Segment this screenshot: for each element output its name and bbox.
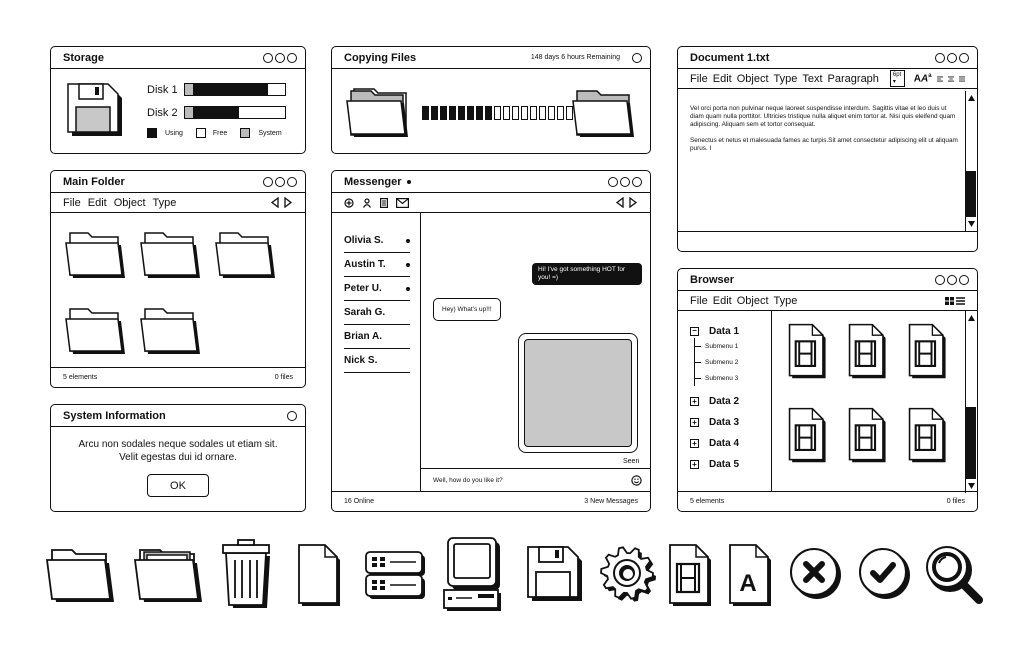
close-icon[interactable] [788,546,846,604]
video-file-icon[interactable] [906,406,950,464]
seen-indicator: Seen [623,458,640,465]
expand-icon[interactable]: + [690,418,699,427]
server-icon[interactable] [364,550,428,602]
menu-edit[interactable]: Edit [712,294,732,307]
legend-system-swatch [240,128,250,138]
file-count: 0 files [946,498,965,505]
user-icon[interactable] [362,198,372,208]
storage-window [50,46,306,154]
message-input-row [420,468,650,491]
progress-block-empty [503,106,510,120]
video-file-icon[interactable] [906,322,950,380]
document-window [677,46,978,252]
tree-item[interactable] [690,391,770,412]
tree-sublabel: Submenu 2 [705,358,739,366]
folder-files-icon[interactable] [132,544,204,604]
contact-item[interactable] [344,349,410,373]
emoji-icon[interactable] [631,475,642,486]
close-button[interactable] [287,53,297,63]
copy-progress [422,106,573,120]
disk1-used-segment [193,84,268,95]
collapse-icon[interactable]: − [690,327,699,336]
tree-item[interactable] [690,433,770,454]
close-button[interactable] [287,411,297,421]
menu-object[interactable]: Object [736,72,769,85]
expand-icon[interactable]: + [690,460,699,469]
disk1-label: Disk 1 [147,84,178,96]
notes-icon[interactable] [380,198,388,208]
tree-sublabel: Submenu 1 [705,342,739,350]
chat-bubble-outgoing: Hi! I've got something HOT for you! =) [532,263,642,285]
minimize-button[interactable] [935,53,945,63]
browser-scrollbar[interactable] [965,311,976,493]
nav-arrows [270,197,293,208]
time-remaining: 148 days 6 hours Remaining [530,54,620,61]
maximize-button[interactable] [275,53,285,63]
tree-item[interactable] [690,324,770,338]
legend-system-label: System [258,129,282,137]
contact-name: Brian A. [344,331,382,342]
new-messages-count: 3 New Messages [584,498,638,505]
document-paragraph: Senectus et netus et malesuada fames ac turpis.Sit amet consectetur adipiscing elit ut aliquam purus. I [690,137,958,152]
legend-free-label: Free [212,129,228,137]
font-size-select[interactable]: 6pt ▾ [890,70,905,87]
main-folder-statusbar [51,367,305,387]
disk2-used-segment [193,107,239,118]
scrollbar-thumb[interactable] [966,171,976,217]
minimize-button[interactable] [263,177,273,187]
window-title: Document 1.txt [690,51,770,64]
system-info-titlebar [51,405,305,427]
progress-block-filled [422,106,429,120]
progress-block-filled [458,106,465,120]
menu-file[interactable]: File [690,294,708,307]
menu-type[interactable]: Type [773,72,798,85]
legend-using-swatch [147,128,157,138]
font-style-icon[interactable]: $AA^a$ [913,72,932,85]
contact-item[interactable] [344,253,410,277]
online-dot [407,180,411,184]
system-information-dialog [50,404,306,512]
file-grid [786,322,958,482]
contact-item[interactable] [344,277,410,301]
contact-name: Peter U. [344,283,382,294]
dialog-message-line: Arcu non sodales neque sodales ut etiam sit. [78,439,278,450]
align-left-icon[interactable] [937,75,943,83]
progress-block-filled [485,106,492,120]
check-icon[interactable] [857,546,915,604]
progress-block-empty [548,106,555,120]
disk2-usage-bar [184,106,286,119]
progress-block-filled [431,106,438,120]
maximize-button[interactable] [947,53,957,63]
messenger-titlebar [332,171,650,193]
tree-item[interactable] [690,454,770,475]
icon-row [0,530,1024,640]
back-arrow-icon[interactable] [270,197,280,208]
document-titlebar [678,47,977,69]
chat-divider [420,213,421,491]
main-folder-menubar [51,193,305,213]
disk1-usage-bar [184,83,286,96]
close-button[interactable] [959,275,969,285]
progress-block-empty [521,106,528,120]
image-preview [524,339,632,447]
message-input[interactable]: Well, how do you like it? [433,476,503,484]
menu-paragraph[interactable]: Paragraph [827,72,879,85]
tree-label: Data 3 [709,417,740,428]
element-count: 5 elements [63,374,98,381]
progress-block-filled [467,106,474,120]
document-menubar [678,69,977,89]
storage-titlebar [51,47,305,69]
contact-list [344,229,410,373]
video-file-icon[interactable] [846,322,890,380]
messenger-toolbar [332,193,650,213]
menu-file[interactable]: File [690,72,708,85]
disk2-label: Disk 2 [147,107,178,119]
online-dot [406,263,410,267]
menu-text[interactable]: Text [802,72,823,85]
tree-subitem[interactable] [695,354,770,370]
expand-icon[interactable]: + [690,397,699,406]
video-file-icon[interactable] [667,542,715,608]
progress-block-filled [449,106,456,120]
maximize-button[interactable] [620,177,630,187]
menu-object[interactable]: Object [736,294,769,307]
tree-label: Data 2 [709,396,740,407]
ok-button[interactable]: OK [147,474,209,497]
window-title: Copying Files [344,51,417,64]
contact-item[interactable] [344,301,410,325]
tree-label: Data 1 [709,325,740,337]
menu-file[interactable]: File [63,196,81,209]
tree-item[interactable] [690,412,770,433]
scroll-down-icon[interactable] [967,219,976,229]
gear-icon[interactable] [598,544,658,604]
window-title: Messenger [344,175,402,188]
progress-block-empty [512,106,519,120]
scroll-down-icon[interactable] [967,481,976,491]
add-contact-icon[interactable] [344,198,354,208]
video-file-icon[interactable] [786,406,830,464]
folder-icon[interactable] [213,227,279,279]
messenger-statusbar [332,491,650,511]
menu-edit[interactable]: Edit [712,72,732,85]
online-count: 16 Online [344,498,374,505]
document-text-area[interactable] [690,105,958,153]
destination-folder-icon [570,81,640,139]
contact-item[interactable] [344,229,410,253]
close-button[interactable] [632,177,642,187]
document-bottom-bar [678,231,977,232]
folder-icon[interactable] [63,227,129,279]
progress-block-empty [539,106,546,120]
progress-block-empty [494,106,501,120]
online-dot [406,239,410,243]
copying-files-window [331,46,651,154]
folder-icon[interactable] [44,544,116,604]
progress-block-empty [530,106,537,120]
legend-using-label: Using [165,129,183,137]
tree-label: Data 5 [709,459,740,470]
window-title: System Information [63,409,166,422]
dialog-message-line: Velit egestas dui id ornare. [119,452,237,463]
scroll-up-icon[interactable] [967,313,976,323]
copying-titlebar [332,47,650,69]
tree-sublabel: Submenu 3 [705,374,739,382]
online-dot [406,287,410,291]
tree-label: Data 4 [709,438,740,449]
minimize-button[interactable] [263,53,273,63]
contact-name: Olivia S. [344,235,384,246]
svg-text:A: A [739,570,757,597]
contact-name: Sarah G. [344,307,386,318]
forward-arrow-icon[interactable] [283,197,293,208]
folder-icon[interactable] [138,303,204,355]
text-file-icon[interactable] [727,542,775,608]
trash-icon[interactable] [220,538,276,610]
file-count: 0 files [274,374,293,381]
tree-children [694,338,770,386]
messenger-window [331,170,651,512]
progress-block-empty [557,106,564,120]
shared-image-attachment[interactable] [518,333,638,453]
menu-type[interactable]: Type [773,294,798,307]
grid-view-icon[interactable] [945,297,954,305]
close-button[interactable] [959,53,969,63]
close-button[interactable] [632,53,642,63]
forward-arrow-icon[interactable] [628,197,638,208]
list-view-icon[interactable] [956,297,965,305]
window-title: Main Folder [63,175,125,188]
menu-type[interactable]: Type [152,196,177,209]
browser-titlebar [678,269,977,291]
align-center-icon[interactable] [948,75,954,83]
dialog-message [51,438,305,464]
align-justify-icon[interactable] [959,75,965,83]
expand-icon[interactable]: + [690,439,699,448]
tree-subitem[interactable] [695,338,770,354]
main-folder-window [50,170,306,388]
window-title: Storage [63,51,104,64]
element-count: 5 elements [690,498,725,505]
progress-block-filled [476,106,483,120]
document-icon[interactable] [296,542,344,608]
browser-menubar [678,291,977,311]
document-paragraph: Vel orci porta non pulvinar neque laoreet suspendisse interdum. Sagittis vitae et leo duis ut diam quam nulla porttitor. Ultricies tristique nulla aliquet enim tortor at. Nisi quis eleifend quam adipiscing. Aliquam sem et tortor consequat. [690,105,956,128]
contact-name: Nick S. [344,355,378,366]
back-arrow-icon[interactable] [615,197,625,208]
folder-icon[interactable] [63,303,129,355]
document-scrollbar[interactable] [965,91,976,231]
maximize-button[interactable] [275,177,285,187]
tree-subitem[interactable] [695,370,770,386]
folder-icon[interactable] [138,227,204,279]
menu-edit[interactable]: Edit [87,196,107,209]
video-file-icon[interactable] [786,322,830,380]
floppy-disk-icon[interactable] [525,544,585,604]
tree-view [690,324,770,475]
browser-statusbar [678,491,977,511]
browser-window [677,268,978,512]
legend-free-swatch [196,128,206,138]
source-folder-icon [344,81,414,139]
mail-icon[interactable] [396,198,409,208]
window-title: Browser [690,273,735,286]
menu-object[interactable]: Object [113,196,146,209]
progress-block-filled [440,106,447,120]
search-icon[interactable] [924,544,984,606]
video-file-icon[interactable] [846,406,890,464]
chat-bubble-incoming: Hey) What's up!!! [433,298,501,321]
storage-legend [147,128,282,138]
nav-arrows [615,197,638,208]
scrollbar-thumb[interactable] [966,407,976,479]
minimize-button[interactable] [608,177,618,187]
tree-divider [771,311,772,491]
scroll-up-icon[interactable] [967,93,976,103]
contact-item[interactable] [344,325,410,349]
minimize-button[interactable] [935,275,945,285]
main-folder-titlebar [51,171,305,193]
computer-icon[interactable] [442,536,504,614]
contact-name: Austin T. [344,259,386,270]
maximize-button[interactable] [947,275,957,285]
view-toggle [945,297,965,305]
floppy-disk-icon [65,81,125,139]
close-button[interactable] [287,177,297,187]
